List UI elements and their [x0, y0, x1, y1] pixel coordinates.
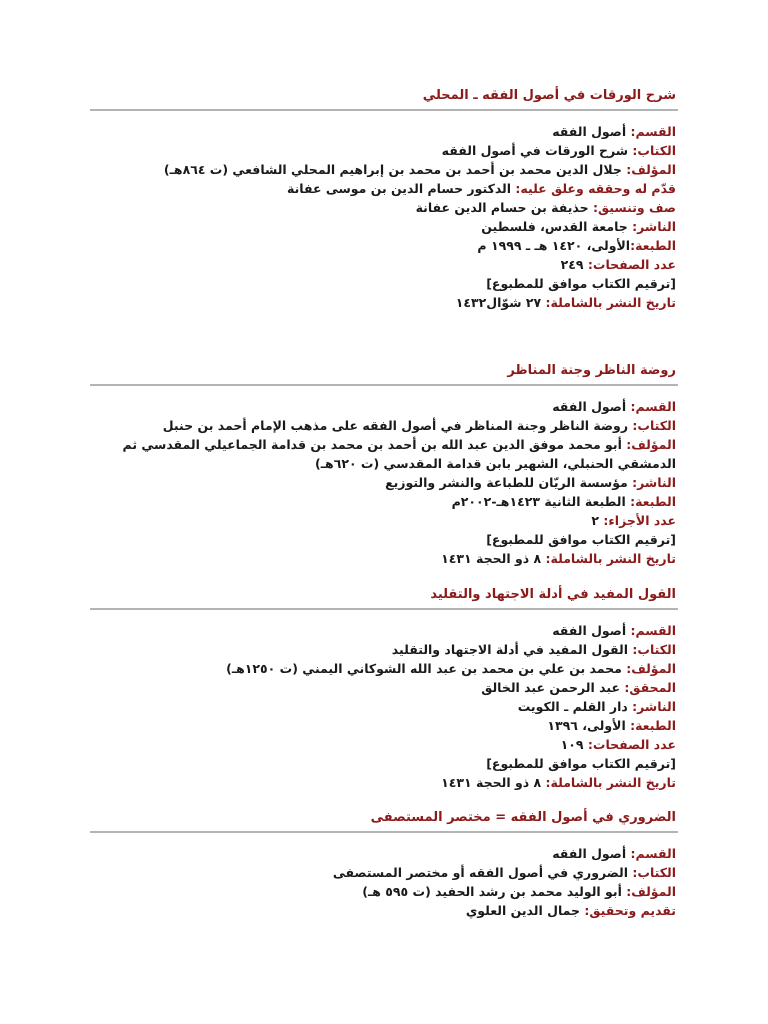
field-value: جمال الدين العلوي — [465, 903, 585, 918]
field-publisher — [90, 217, 676, 236]
field-value: ٢ — [591, 513, 604, 528]
field-value: أصول الفقه — [552, 399, 631, 414]
field-author — [90, 659, 676, 678]
field-label: الكتاب: — [632, 143, 676, 158]
field-label: الكتاب: — [632, 418, 676, 433]
field-value: أصول الفقه — [552, 124, 631, 139]
field-value: ٢٤٩ — [560, 257, 588, 272]
book-entry — [90, 362, 678, 568]
field-label: صف وتنسيق: — [593, 200, 676, 215]
field-publish-date — [90, 549, 676, 568]
book-fields — [90, 397, 678, 568]
book-title: شرح الورقات في أصول الفقه ـ المحلي — [422, 88, 676, 103]
divider — [90, 608, 678, 610]
book-fields — [90, 844, 678, 920]
field-section — [90, 122, 676, 141]
field-value: الأولى، ١٣٩٦ — [547, 718, 631, 733]
field-typesetting — [90, 198, 676, 217]
field-label: القسم: — [630, 399, 676, 414]
field-label: القسم: — [630, 623, 676, 638]
field-label: عدد الصفحات: — [587, 257, 676, 272]
field-edition — [90, 492, 676, 511]
field-pages — [90, 255, 676, 274]
field-label: الكتاب: — [632, 865, 676, 880]
field-value: شرح الورقات في أصول الفقه — [441, 143, 633, 158]
field-value: جلال الدين محمد بن أحمد بن محمد بن إبراهيم المحلي الشافعي (ت ٨٦٤هـ) — [163, 162, 627, 177]
field-label: قدّم له وحققه وعلق عليه: — [515, 181, 676, 196]
field-volumes — [90, 511, 676, 530]
field-label: تاريخ النشر بالشاملة: — [545, 295, 676, 310]
field-label: الطبعة: — [630, 494, 676, 509]
field-section — [90, 397, 676, 416]
field-label: المؤلف: — [626, 661, 676, 676]
field-book — [90, 141, 676, 160]
field-editor — [90, 678, 676, 697]
field-editor — [90, 901, 676, 920]
field-pagination-note — [90, 754, 676, 773]
field-value: ٨ ذو الحجة ١٤٣١ — [441, 551, 546, 566]
field-label: تاريخ النشر بالشاملة: — [545, 775, 676, 790]
book-fields — [90, 621, 678, 792]
field-label: المحقق: — [624, 680, 676, 695]
field-label: المؤلف: — [626, 437, 676, 452]
field-value: الأولى، ١٤٢٠ هـ ـ ١٩٩٩ م — [477, 238, 631, 253]
field-label: الناشر: — [632, 219, 676, 234]
field-value: أبو محمد موفق الدين عبد الله بن أحمد بن محمد بن قدامة الجماعيلي المقدسي ثم الدمشقي الحنبلي، الشهير بابن قدامة المقدسي (ت ٦٢٠هـ) — [122, 437, 676, 471]
field-value: عبد الرحمن عبد الخالق — [481, 680, 625, 695]
field-value: مؤسسة الريّان للطباعة والنشر والتوزيع — [385, 475, 633, 490]
field-publisher — [90, 473, 676, 492]
field-value: محمد بن علي بن محمد بن عبد الله الشوكاني اليمني (ت ١٢٥٠هـ) — [226, 661, 627, 676]
book-entry — [90, 586, 678, 792]
book-fields — [90, 122, 678, 312]
field-value: أصول الفقه — [552, 623, 631, 638]
field-pagination-note — [90, 530, 676, 549]
field-label: المؤلف: — [626, 162, 676, 177]
field-section — [90, 844, 676, 863]
field-value: حذيفة بن حسام الدين عفانة — [415, 200, 594, 215]
field-value: ١٠٩ — [560, 737, 588, 752]
field-publish-date — [90, 773, 676, 792]
field-book — [90, 863, 676, 882]
field-edition — [90, 236, 676, 255]
field-author — [90, 882, 676, 901]
field-label: القسم: — [630, 124, 676, 139]
field-editor — [90, 179, 676, 198]
divider — [90, 384, 678, 386]
field-pagination-note — [90, 274, 676, 293]
field-value: الدكتور حسام الدين بن موسى عفانة — [286, 181, 516, 196]
field-author — [90, 435, 676, 473]
field-publisher — [90, 697, 676, 716]
field-label: الناشر: — [632, 475, 676, 490]
field-value: ٨ ذو الحجة ١٤٣١ — [441, 775, 546, 790]
book-entry — [90, 809, 678, 920]
field-value: أصول الفقه — [552, 846, 631, 861]
field-value: الطبعة الثانية ١٤٢٣هـ-٢٠٠٢م — [451, 494, 631, 509]
field-value: ٢٧ شوّال١٤٣٢ — [455, 295, 546, 310]
field-value: [ترقيم الكتاب موافق للمطبوع] — [486, 276, 676, 291]
field-label: الطبعة: — [630, 718, 676, 733]
field-label: تاريخ النشر بالشاملة: — [545, 551, 676, 566]
field-label: الطبعة: — [630, 238, 676, 253]
field-label: المؤلف: — [626, 884, 676, 899]
book-entry — [90, 87, 678, 312]
field-value: الضروري في أصول الفقه أو مختصر المستصفى — [332, 865, 633, 880]
divider — [90, 109, 678, 111]
field-book — [90, 416, 676, 435]
field-author — [90, 160, 676, 179]
field-value: [ترقيم الكتاب موافق للمطبوع] — [486, 532, 676, 547]
field-label: عدد الأجزاء: — [603, 513, 676, 528]
field-label: الكتاب: — [632, 642, 676, 657]
book-title: الضروري في أصول الفقه = مختصر المستصفى — [370, 810, 676, 825]
field-value: [ترقيم الكتاب موافق للمطبوع] — [486, 756, 676, 771]
book-title: روضة الناظر وجنة المناظر — [507, 363, 676, 378]
field-section — [90, 621, 676, 640]
field-label: تقديم وتحقيق: — [584, 903, 676, 918]
field-value: دار القلم ـ الكويت — [517, 699, 633, 714]
field-label: عدد الصفحات: — [587, 737, 676, 752]
field-value: جامعة القدس، فلسطين — [481, 219, 633, 234]
field-book — [90, 640, 676, 659]
field-pages — [90, 735, 676, 754]
field-edition — [90, 716, 676, 735]
book-title: القول المفيد في أدلة الاجتهاد والتقليد — [430, 587, 676, 602]
field-value: روضة الناظر وجنة المناظر في أصول الفقه على مذهب الإمام أحمد بن حنبل — [162, 418, 633, 433]
divider — [90, 831, 678, 833]
field-publish-date — [90, 293, 676, 312]
field-value: القول المفيد في أدلة الاجتهاد والتقليد — [391, 642, 633, 657]
field-label: الناشر: — [632, 699, 676, 714]
field-value: أبو الوليد محمد بن رشد الحفيد (ت ٥٩٥ هـ) — [362, 884, 627, 899]
field-label: القسم: — [630, 846, 676, 861]
document-page — [90, 0, 678, 1024]
